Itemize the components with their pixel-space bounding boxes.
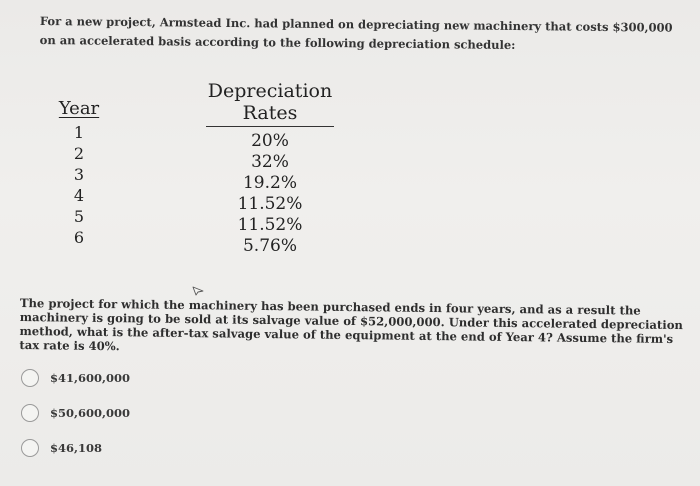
year-column xyxy=(54,98,104,248)
answer-option-2[interactable] xyxy=(16,403,316,423)
radio-button[interactable] xyxy=(21,404,39,422)
answer-option-label: $46,108 xyxy=(50,441,103,455)
radio-button[interactable] xyxy=(21,369,39,387)
year-header: Year xyxy=(58,98,100,119)
year-cell: 4 xyxy=(73,186,85,205)
year-cell: 6 xyxy=(73,228,85,247)
answer-options xyxy=(16,368,316,473)
answer-option-1[interactable] xyxy=(16,368,316,388)
rate-column xyxy=(206,80,334,257)
radio-button[interactable] xyxy=(21,439,39,457)
year-cell: 5 xyxy=(73,207,85,226)
rate-cell: 20% xyxy=(251,131,289,151)
rate-cell: 19.2% xyxy=(242,173,297,193)
year-cell: 2 xyxy=(73,144,85,163)
year-cell: 3 xyxy=(73,165,85,184)
year-cell: 1 xyxy=(73,123,85,142)
rate-header-line1: Depreciation xyxy=(207,80,333,102)
rate-cell: 11.52% xyxy=(237,215,303,235)
rate-cell: 5.76% xyxy=(242,236,297,256)
answer-option-3[interactable] xyxy=(16,438,316,458)
rate-header-rule xyxy=(206,126,334,127)
rate-header-line2: Rates xyxy=(242,102,298,124)
mouse-pointer-icon xyxy=(192,286,204,296)
rate-cell: 32% xyxy=(251,152,289,172)
rate-cell: 11.52% xyxy=(237,194,303,214)
question-intro: For a new project, Armstead Inc. had planned on depreciating new machinery that costs $300,000 on an accelerated basis according to the following depreciation schedule: xyxy=(39,13,673,52)
answer-option-label: $50,600,000 xyxy=(50,406,131,420)
answer-option-label: $41,600,000 xyxy=(50,371,131,385)
question-body: The project for which the machinery has been purchased ends in four years, and as a result the machinery is going to be sold at its salvage value of $52,000,000. Under this accelerated depreciation method, what is the after-tax salvage value of the equipment at the end of Year 4? Assume the firm's tax rate is 40%. xyxy=(19,296,683,354)
